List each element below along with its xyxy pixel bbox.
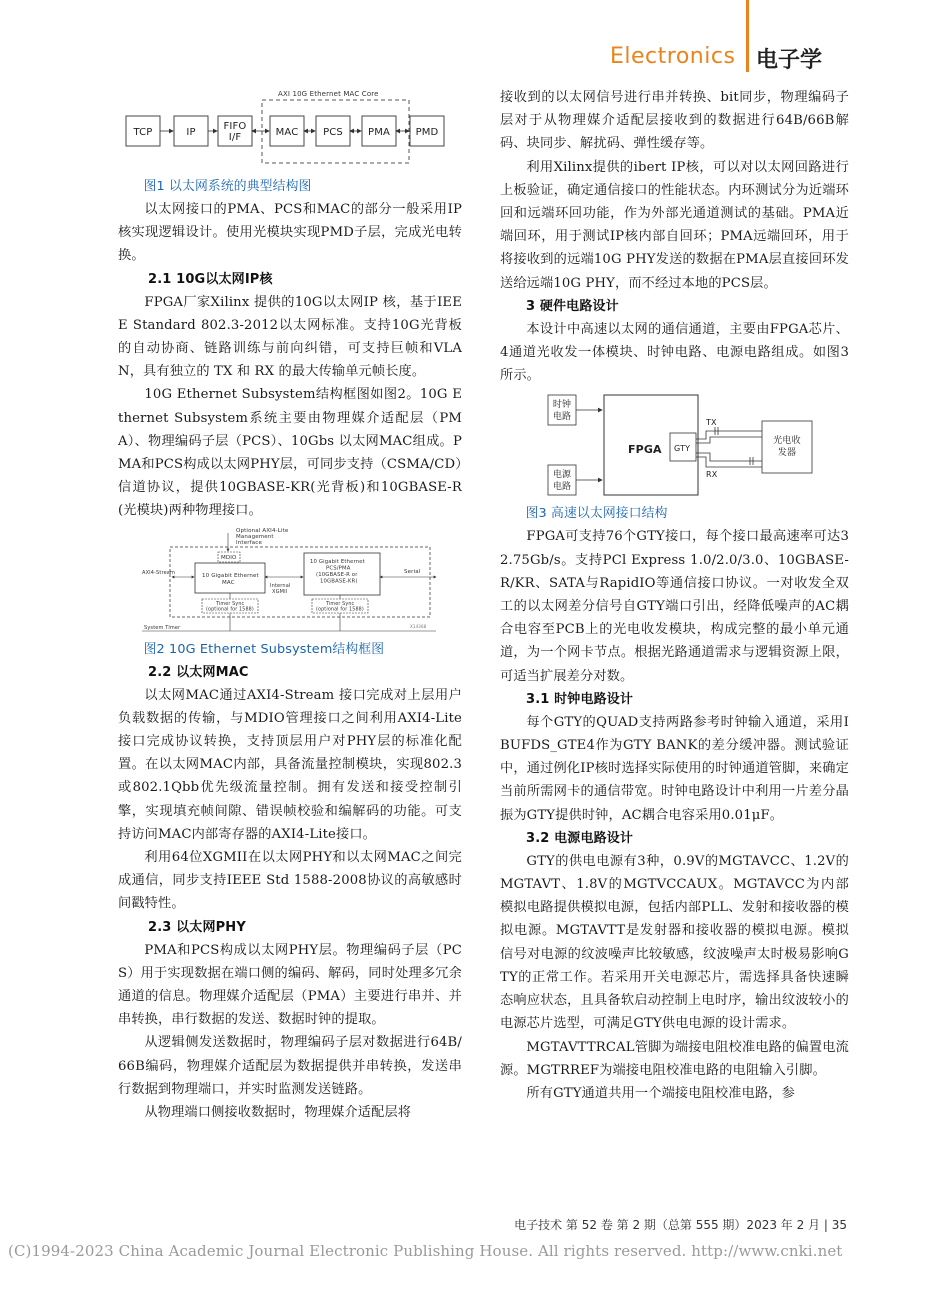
figure-3-diagram <box>510 391 840 503</box>
optional-iface-label <box>236 528 290 546</box>
paragraph: 利用64位XGMII在以太网PHY和以太网MAC之间完成通信，同步支持IEEE Std 1588-2008协议的高敏感时间戳特性。 <box>118 850 462 912</box>
paragraph: 以太网MAC通过AXI4-Stream 接口完成对上层用户负载数据的传输，与MDIO管理接口之间利用AXI4-Lite接口完成协议转换，支持顶层用户对PHY层的标准化配置。在以太网MAC内部，具备流量控制模块，实现802.3或802.1Qbb优先级流量控制。拥有发送和接受控制引擎，实现填充帧间隙、错误帧校验和编解码的功能。可支持访问MAC内部寄存器的AXI4-Lite接口。 <box>118 687 462 842</box>
fpga-label: FPGA <box>627 443 662 457</box>
brand-chinese: 电子学 <box>756 48 823 73</box>
paragraph: 每个GTY的QUAD支持两路参考时钟输入通道，采用IBUFDS_GTE4作为GTY BANK的差分缓冲器。测试验证中，通过例化IP核时选择实际使用的时钟通道管脚，来确定当前所需网卡的通信带宽。时钟电路设计中利用一片差分晶振为GTY提供时钟，AC耦合电容采用0.01μF。 <box>500 714 849 823</box>
serial-label: Serial <box>404 568 421 575</box>
fig1-block-label: PCS <box>323 127 343 138</box>
brand-english: Electronics <box>610 44 736 69</box>
paragraph: FPGA厂家Xilinx 提供的10G以太网IP 核，基于IEEE Standard 802.3-2012以太网标准。支持10G光背板的自动协商、链路训练与前向纠错，可支持巨帧和VLAN，具有独立的 TX 和 RX 的最大传输单元帧长度。 <box>118 294 462 380</box>
paragraph: 利用Xilinx提供的ibert IP核，可以对以太网回路进行上板验证，确定通信接口的性能状态。内环测试分为近端环回和远端环回功能，作为外部光通道测试的基础。PMA近端回环，用于测试IP核内部自回环；PMA远端回环，用于将接收到的远端10G PHY发送的数据在PMA层直接回环发送给远端10G PHY，而不经过本地的PCS层。 <box>500 159 849 291</box>
mac-core-label: AXI 10G Ethernet MAC Core <box>278 90 379 98</box>
figure-1-diagram <box>118 86 462 174</box>
timer-sync-1-label: Timer Sync (optional for 1588) <box>206 601 254 613</box>
paragraph: 从逻辑侧发送数据时，物理编码子层对数据进行64B/66B编码，物理媒介适配层为数据提供并串转换，发送串行数据到物理端口，并实时监测发送链路。 <box>118 1035 462 1097</box>
paragraph: 以太网接口的PMA、PCS和MAC的部分一般采用IP核实现逻辑设计。使用光模块实现PMD子层，完成光电转换。 <box>118 202 462 264</box>
figure-1 <box>118 86 462 174</box>
figure-3-caption: 图3 高速以太网接口结构 <box>525 506 668 522</box>
paragraph: 所有GTY通道共用一个端接电阻校准电路，参 <box>526 1085 795 1101</box>
section-heading-3: 3 硬件电路设计 <box>526 298 619 314</box>
figure-code: X14368 <box>410 623 427 629</box>
fig1-block-label: PMA <box>368 127 390 138</box>
mac-block-label: 10 Gigabit Ethernet MAC <box>202 572 259 586</box>
section-heading-2-1: 2.1 10G以太网IP核 <box>148 271 273 287</box>
fig1-block-label: FIFO I/F <box>223 121 247 143</box>
fig1-block-label: PMD <box>415 127 439 138</box>
journal-footer: 电子技术 第 52 卷 第 2 期（总第 555 期）2023 年 2 月 | 35 <box>514 1218 847 1232</box>
mdio-label: MDIO <box>221 554 237 561</box>
system-timer-label: System Timer <box>144 624 181 631</box>
left-column <box>118 86 462 1124</box>
fig1-block-label: IP <box>186 127 196 138</box>
paragraph: PMA和PCS构成以太网PHY层。物理编码子层（PCS）用于实现数据在端口侧的编码、解码，同时处理多冗余通道的信息。物理媒介适配层（PMA）主要进行串并、并串转换，串行数据的发送、数据时钟的提取。 <box>118 942 462 1028</box>
section-heading-3-1: 3.1 时钟电路设计 <box>526 691 634 707</box>
figure-2-diagram <box>140 527 440 639</box>
header-accent-bar <box>746 0 749 72</box>
fig1-blocks <box>126 116 444 146</box>
copyright-line: (C)1994-2023 China Academic Journal Electronic Publishing House. All rights reserved. http://www.cnki.net <box>8 1242 843 1260</box>
axi-stream-label: AXI4-Stream <box>142 569 176 576</box>
figure-2-caption: 图2 10G Ethernet Subsystem结构框图 <box>143 641 385 657</box>
clock-circuit-label: 时钟电路 <box>552 400 571 423</box>
tx-line-a <box>696 431 762 439</box>
paragraph: 10G Ethernet Subsystem结构框图如图2。10G Ethernet Subsystem系统主要由物理媒介适配层（PMA）、物理编码子层（PCS）、10Gbs 以太网MAC组成。PMA和PCS构成以太网PHY层，可同步支持（CSMA/CD）信道协议，提供10GBASE-KR(光背板)和10GBASE-R(光模块)两种物理接口。 <box>118 387 462 519</box>
tx-label: TX <box>705 418 717 428</box>
timer-sync-2-label: Timer Sync (optional for 1588) <box>316 601 364 613</box>
gty-label: GTY <box>673 444 690 454</box>
section-heading-2-3: 2.3 以太网PHY <box>148 919 246 935</box>
optical-transceiver-label: 光电收发器 <box>772 436 801 459</box>
paragraph: FPGA可支持76个GTY接口，每个接口最高速率可达32.75Gb/s。支持PCl Express 1.0/2.0/3.0、10GBASE-R/KR、SATA与RapidIO等通信接口协议。一对收发全双工的以太网差分信号自GTY端口引出，经降低噪声的AC耦合电容至PCB上的光电收发模块，构成完整的最小单元通道，为一个网卡节点。根据光路通道需求与逻辑资源上限，可适当扩展差分对数。 <box>500 529 849 684</box>
paragraph: 本设计中高速以太网的通信通道，主要由FPGA芯片、4通道光收发一体模块、时钟电路、电源电路组成。如图3所示。 <box>500 321 849 384</box>
paragraph: 接收到的以太网信号进行串并转换、bit同步，物理编码子层对于从物理媒介适配层接收到的数据进行64B/66B解码、块同步、解扰码、弹性缓存等。 <box>500 90 849 152</box>
fig1-block-label: TCP <box>133 127 153 138</box>
figure-3 <box>510 391 840 503</box>
optional-iface-line2: Management <box>236 533 274 540</box>
rx-line-b <box>696 457 762 467</box>
paragraph: GTY的供电电源有3种，0.9V的MGTAVCC、1.2V的MGTAVT、1.8V的MGTVCCAUX。MGTAVCC为内部模拟电路提供模拟电源，包括内部PLL、发射和接收器的模拟电源。MGTAVTT是发射器和接收器的模拟电源。模拟信号对电源的纹波噪声比较敏感，纹波噪声太时极易影响GTY的正常工作。若采用开关电源芯片，需选择具备快速瞬态响应状态，且具备软启动控制上电时序，输出纹波较小的电源芯片选型，可满足GTY供电电源的设计需求。 <box>500 853 849 1032</box>
power-circuit-label: 电源电路 <box>552 470 571 493</box>
figure-1-caption: 图1 以太网系统的典型结构图 <box>143 179 312 194</box>
xgmii-label: Internal XGMII <box>270 582 291 595</box>
right-column <box>500 86 849 1105</box>
fig1-block-label: MAC <box>275 127 299 138</box>
optional-iface-line3: Interface <box>236 539 262 546</box>
optional-iface-line1: Optional AXI4-Lite <box>236 527 289 534</box>
section-heading-3-2: 3.2 电源电路设计 <box>526 830 634 846</box>
paragraph: 从物理端口侧接收数据时，物理媒介适配层将 <box>144 1105 412 1121</box>
paragraph: MGTAVTTRCAL管脚为端接电阻校准电路的偏置电流源。MGTRREF为端接电阻校准电路的电阻输入引脚。 <box>500 1039 849 1078</box>
optical-transceiver-block <box>762 421 812 473</box>
figure-2 <box>140 527 440 639</box>
rx-label: RX <box>705 470 717 480</box>
section-heading-2-2: 2.2 以太网MAC <box>148 664 249 680</box>
pcs-pma-label: 10 Gigabit Ethernet PCS/PMA (10GBASE-R or 10GBASE-KR) <box>310 558 365 585</box>
